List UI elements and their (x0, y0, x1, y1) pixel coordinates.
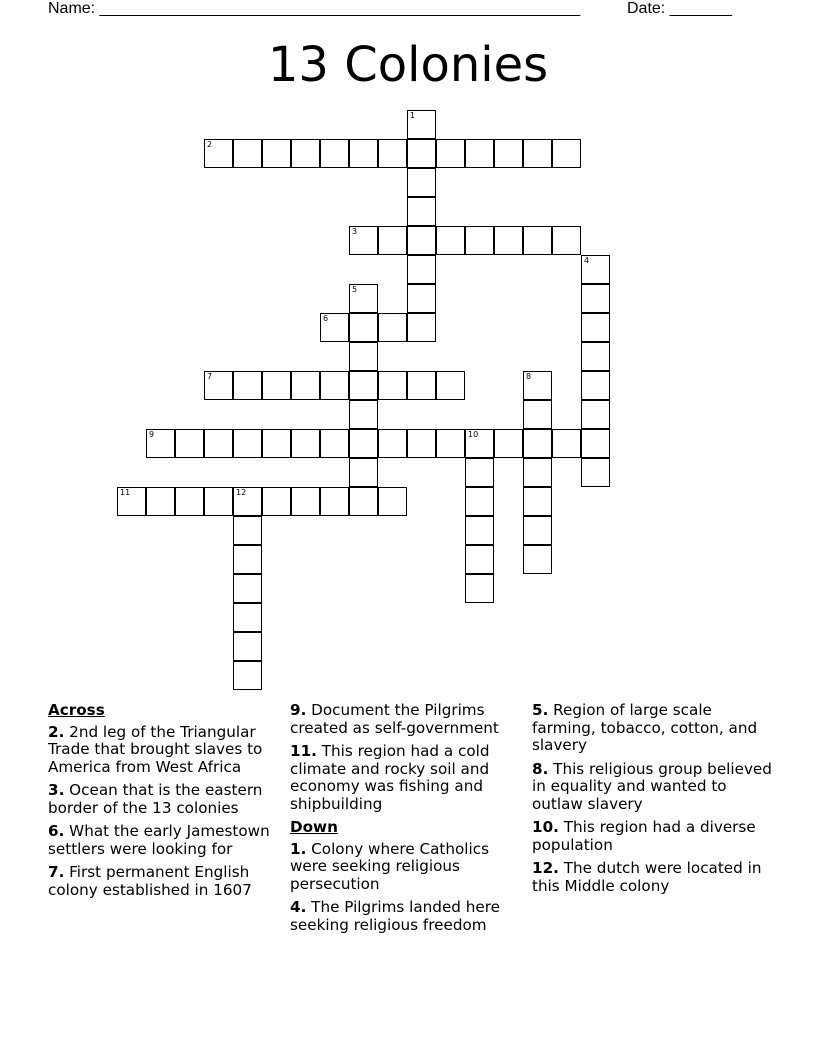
crossword-cell[interactable] (233, 487, 262, 516)
crossword-cell[interactable] (523, 487, 552, 516)
crossword-cell[interactable] (146, 487, 175, 516)
clue-number: 1. (290, 839, 307, 858)
crossword-cell[interactable] (349, 429, 378, 458)
cell-number: 4 (584, 256, 590, 265)
clue-text: 2nd leg of the Triangular Trade that brought slaves to America from West Africa (48, 722, 263, 776)
crossword-cell[interactable] (581, 313, 610, 342)
clue-text: The Pilgrims landed here seeking religious freedom (290, 898, 500, 934)
crossword-cell[interactable] (552, 139, 581, 168)
crossword-cell[interactable] (262, 139, 291, 168)
clue-across-2 (48, 724, 270, 777)
crossword-cell[interactable] (349, 371, 378, 400)
cell-number: 12 (236, 488, 247, 497)
crossword-cell[interactable] (494, 429, 523, 458)
crossword-cell[interactable] (465, 458, 494, 487)
crossword-cell[interactable] (407, 255, 436, 284)
cell-number: 9 (149, 430, 155, 439)
clue-number: 9. (290, 701, 307, 719)
clue-text: The dutch were located in this Middle colony (532, 859, 762, 895)
cell-number: 5 (352, 285, 358, 294)
crossword-cell[interactable] (465, 226, 494, 255)
crossword-cell[interactable] (233, 139, 262, 168)
crossword-cell[interactable] (407, 110, 436, 139)
crossword-cell[interactable] (117, 487, 146, 516)
crossword-cell[interactable] (349, 226, 378, 255)
cell-number: 8 (526, 372, 532, 381)
crossword-cell[interactable] (233, 661, 262, 690)
clue-across-6 (48, 823, 270, 858)
clue-text: Colony where Catholics were seeking religious persecution (290, 839, 489, 893)
crossword-cell[interactable] (465, 429, 494, 458)
clue-number: 11. (290, 742, 317, 760)
clue-number: 8. (532, 759, 549, 778)
clue-down-10 (532, 819, 772, 854)
crossword-cell[interactable] (291, 429, 320, 458)
crossword-cell[interactable] (349, 342, 378, 371)
crossword-cell[interactable] (581, 284, 610, 313)
cell-number: 7 (207, 372, 213, 381)
clue-down-12 (532, 860, 772, 895)
clue-number: 4. (290, 898, 307, 916)
crossword-cell[interactable] (233, 516, 262, 545)
crossword-cell[interactable] (523, 516, 552, 545)
crossword-cell[interactable] (233, 603, 262, 632)
crossword-cell[interactable] (436, 226, 465, 255)
crossword-cell[interactable] (378, 313, 407, 342)
crossword-cell[interactable] (262, 487, 291, 516)
crossword-cell[interactable] (552, 226, 581, 255)
cell-number: 10 (468, 430, 479, 439)
clue-number: 12. (532, 859, 559, 877)
crossword-cell[interactable] (320, 429, 349, 458)
cell-number: 3 (352, 227, 358, 236)
crossword-cell[interactable] (233, 371, 262, 400)
clue-across-7 (48, 864, 270, 899)
crossword-cell[interactable] (465, 139, 494, 168)
crossword-cell[interactable] (581, 429, 610, 458)
crossword-cell[interactable] (523, 545, 552, 574)
cell-number: 2 (207, 140, 213, 149)
clue-number: 2. (48, 722, 65, 741)
crossword-cell[interactable] (581, 255, 610, 284)
crossword-cell[interactable] (523, 139, 552, 168)
clue-column-3 (532, 702, 772, 901)
crossword-cell[interactable] (349, 400, 378, 429)
clue-text: Region of large scale farming, tobacco, cotton, and slavery (532, 701, 758, 754)
crossword-cell[interactable] (378, 139, 407, 168)
crossword-cell[interactable] (436, 371, 465, 400)
crossword-cell[interactable] (378, 429, 407, 458)
crossword-cell[interactable] (523, 400, 552, 429)
crossword-cell[interactable] (465, 545, 494, 574)
crossword-cell[interactable] (407, 197, 436, 226)
clue-number: 6. (48, 822, 65, 840)
crossword-cell[interactable] (407, 284, 436, 313)
clue-column-1 (48, 702, 270, 905)
crossword-cell[interactable] (233, 574, 262, 603)
crossword-cell[interactable] (407, 429, 436, 458)
crossword-cell[interactable] (407, 168, 436, 197)
crossword-cell[interactable] (378, 371, 407, 400)
crossword-cell[interactable] (494, 226, 523, 255)
page-title: 13 Colonies (267, 37, 549, 93)
crossword-cell[interactable] (465, 574, 494, 603)
crossword-cell[interactable] (233, 632, 262, 661)
crossword-cell[interactable] (349, 284, 378, 313)
crossword-cell[interactable] (204, 429, 233, 458)
clue-text: This religious group believed in equality and wanted to outlaw slavery (532, 759, 772, 813)
clue-text: This region had a diverse population (532, 818, 756, 854)
date-field-label: Date: _______ (627, 0, 732, 17)
clue-down-1 (290, 841, 520, 894)
cell-number: 1 (410, 111, 416, 120)
crossword-cell[interactable] (349, 458, 378, 487)
crossword-cell[interactable] (552, 429, 581, 458)
clue-text: Ocean that is the eastern border of the 13 colonies (48, 781, 263, 817)
crossword-cell[interactable] (581, 400, 610, 429)
clue-column-2 (290, 702, 520, 940)
crossword-cell[interactable] (175, 487, 204, 516)
crossword-cell[interactable] (378, 226, 407, 255)
crossword-cell[interactable] (233, 545, 262, 574)
crossword-cell[interactable] (523, 429, 552, 458)
crossword-cell[interactable] (320, 487, 349, 516)
crossword-cell[interactable] (465, 487, 494, 516)
crossword-cell[interactable] (436, 139, 465, 168)
crossword-cell[interactable] (523, 226, 552, 255)
clue-down-5 (532, 702, 772, 755)
crossword-cell[interactable] (320, 139, 349, 168)
crossword-cell[interactable] (291, 139, 320, 168)
crossword-cell[interactable] (204, 487, 233, 516)
crossword-cell[interactable] (291, 371, 320, 400)
clue-down-4 (290, 899, 520, 934)
crossword-cell[interactable] (407, 371, 436, 400)
crossword-cell[interactable] (204, 139, 233, 168)
name-field-label: Name: ______________________________________________________ (48, 0, 581, 17)
crossword-cell[interactable] (494, 139, 523, 168)
clue-number: 7. (48, 863, 65, 881)
crossword-cell[interactable] (581, 371, 610, 400)
clue-text: Document the Pilgrims created as self-government (290, 701, 499, 737)
crossword-cell[interactable] (175, 429, 204, 458)
crossword-cell[interactable] (378, 487, 407, 516)
clue-number: 5. (532, 701, 549, 719)
clue-text: What the early Jamestown settlers were looking for (48, 822, 270, 858)
crossword-cell[interactable] (262, 371, 291, 400)
crossword-cell[interactable] (349, 487, 378, 516)
down-heading: Down (290, 818, 338, 836)
crossword-cell[interactable] (523, 458, 552, 487)
across-heading: Across (48, 701, 105, 719)
crossword-cell[interactable] (291, 487, 320, 516)
clue-across-3 (48, 782, 270, 817)
crossword-cell[interactable] (204, 371, 233, 400)
clue-text: This region had a cold climate and rocky soil and economy was fishing and shipbuilding (290, 742, 490, 813)
cell-number: 6 (323, 314, 329, 323)
crossword-cell[interactable] (262, 429, 291, 458)
clue-number: 3. (48, 781, 65, 799)
crossword-cell[interactable] (407, 139, 436, 168)
crossword-cell[interactable] (146, 429, 175, 458)
crossword-cell[interactable] (320, 371, 349, 400)
clue-number: 10. (532, 818, 559, 836)
crossword-cell[interactable] (320, 313, 349, 342)
clue-across-11 (290, 743, 520, 813)
clue-down-8 (532, 761, 772, 814)
crossword-cell[interactable] (407, 313, 436, 342)
cell-number: 11 (120, 488, 131, 497)
crossword-cell[interactable] (407, 226, 436, 255)
crossword-cell[interactable] (465, 516, 494, 545)
clue-across-9 (290, 702, 520, 737)
crossword-cell[interactable] (523, 371, 552, 400)
clue-text: First permanent English colony established in 1607 (48, 863, 252, 899)
crossword-cell[interactable] (349, 139, 378, 168)
crossword-cell[interactable] (581, 458, 610, 487)
crossword-cell[interactable] (436, 429, 465, 458)
crossword-cell[interactable] (233, 429, 262, 458)
crossword-cell[interactable] (581, 342, 610, 371)
crossword-cell[interactable] (349, 313, 378, 342)
